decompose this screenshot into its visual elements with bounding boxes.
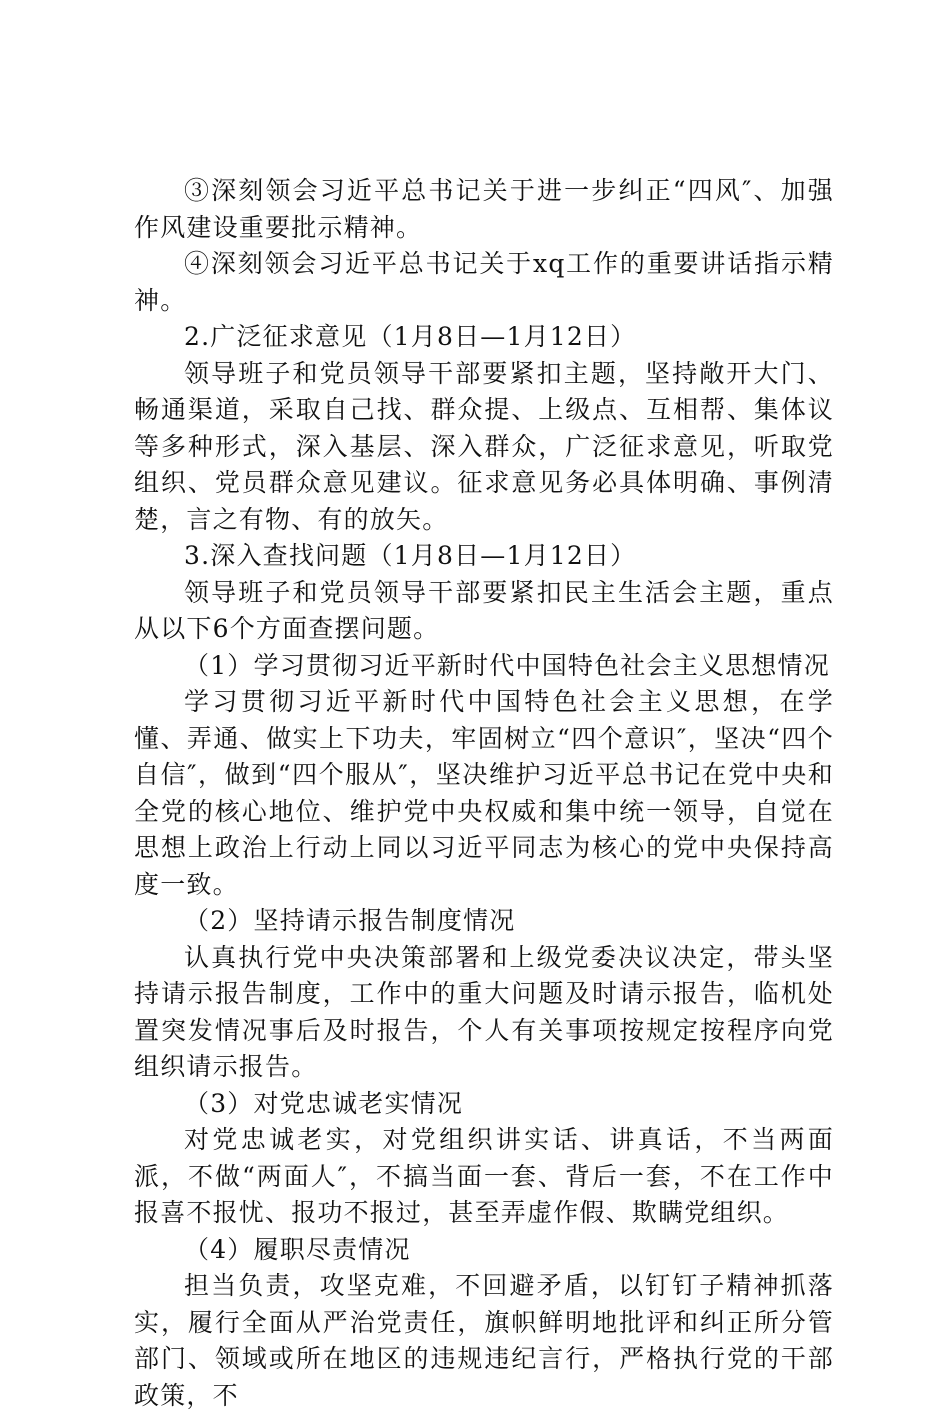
body-paragraph: 领导班子和党员领导干部要紧扣主题，坚持敞开大门、畅通渠道，采取自己找、群众提、上级点、互相帮、集体议等多种形式，深入基层、深入群众，广泛征求意见，听取党组织、党员群众意见建议。征求意见务必具体明确、事例清楚，言之有物、有的放矢。 [134,358,834,534]
body-paragraph: 对党忠诚老实，对党组织讲实话、讲真话，不当两面派，不做“两面人″，不搞当面一套、背后一套，不在工作中报喜不报忧、报功不报过，甚至弄虚作假、欺瞒党组织。 [134,1125,834,1227]
body-paragraph: 认真执行党中央决策部署和上级党委决议决定，带头坚持请示报告制度，工作中的重大问题及时请示报告，临机处置突发情况事后及时报告，个人有关事项按规定按程序向党组织请示报告。 [134,942,834,1081]
body-paragraph: 领导班子和党员领导干部要紧扣民主生活会主题，重点从以下6个方面查摆问题。 [134,577,834,643]
body-paragraph: 担当负责，攻坚克难，不回避矛盾，以钉钉子精神抓落实，履行全面从严治党责任，旗帜鲜明地批评和纠正所分管部门、领域或所在地区的违规违纪言行，严格执行党的干部政策，不 [134,1271,834,1410]
item-4-paragraph: ④深刻领会习近平总书记关于xq工作的重要讲话指示精神。 [134,249,834,315]
section-heading-2: 2.广泛征求意见（1月8日—1月12日） [184,322,637,351]
item-3-paragraph: ③深刻领会习近平总书记关于进一步纠正“四风″、加强作风建设重要批示精神。 [134,176,834,242]
document-body [134,173,834,1414]
subheading-1: （1）学习贯彻习近平新时代中国特色社会主义思想情况 [184,650,830,680]
subheading-2: （2）坚持请示报告制度情况 [184,906,516,935]
subheading-4: （4）履职尽责情况 [184,1234,411,1264]
body-paragraph: 学习贯彻习近平新时代中国特色社会主义思想，在学懂、弄通、做实上下功夫，牢固树立“四个意识″，坚决“四个自信″，做到“四个服从″，坚决维护习近平总书记在党中央和全党的核心地位、维护党中央权威和集中统一领导，自觉在思想上政治上行动上同以习近平同志为核心的党中央保持高度一致。 [134,687,834,899]
section-heading-3: 3.深入查找问题（1月8日—1月12日） [184,541,637,570]
subheading-3: （3）对党忠诚老实情况 [184,1088,464,1118]
